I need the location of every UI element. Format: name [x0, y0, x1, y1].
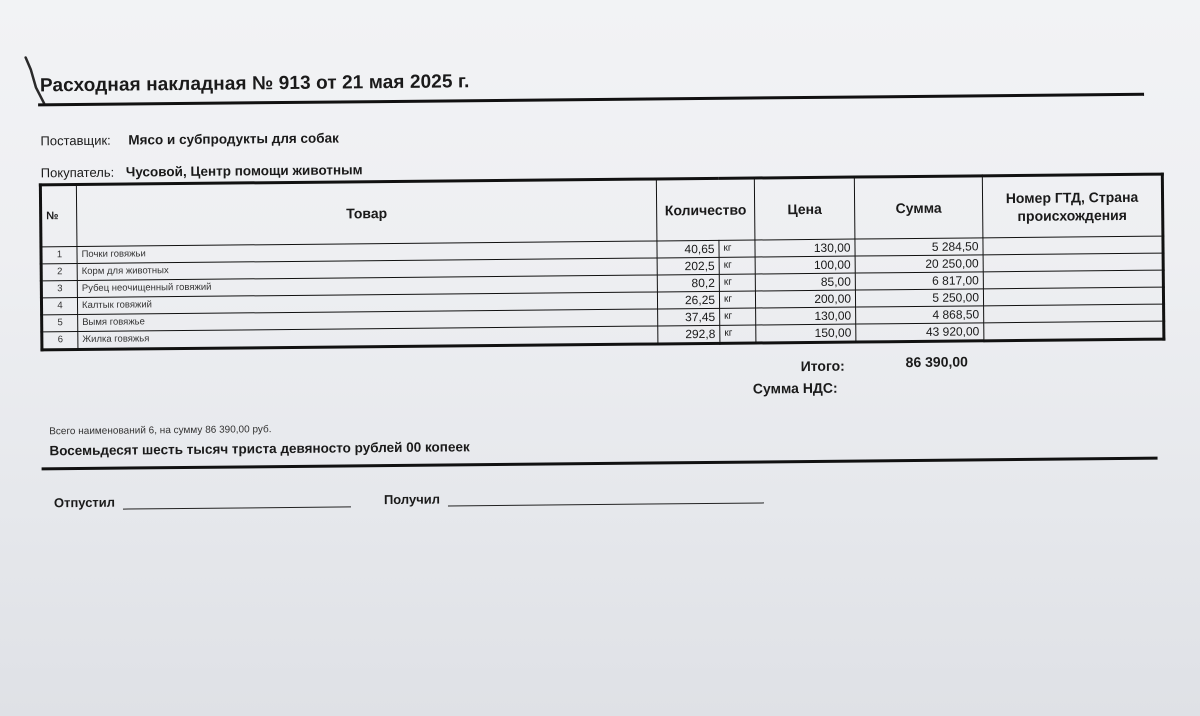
- row-unit: кг: [719, 291, 755, 308]
- row-sum: 4 868,50: [856, 306, 984, 324]
- row-num: 6: [42, 332, 78, 350]
- received-signature-line: [448, 502, 764, 506]
- row-price: 85,00: [755, 273, 855, 291]
- row-qty: 80,2: [657, 274, 719, 292]
- row-num: 2: [41, 264, 77, 281]
- header-qty: Количество: [656, 178, 755, 241]
- row-price: 150,00: [756, 324, 856, 343]
- header-sum: Сумма: [854, 176, 983, 239]
- items-table: [39, 173, 1166, 352]
- row-unit: кг: [720, 308, 756, 325]
- table-header-row: [40, 174, 1163, 247]
- row-gtd: [984, 321, 1164, 341]
- row-item-name: Почки говяжьи: [77, 241, 657, 264]
- row-qty: 292,8: [658, 325, 720, 344]
- row-unit: кг: [719, 240, 755, 257]
- row-sum: 6 817,00: [855, 272, 983, 290]
- row-qty: 40,65: [657, 240, 719, 258]
- total-label: Итого:: [800, 357, 845, 375]
- summary-amount-in-words: Восемьдесят шесть тысяч триста девяносто рублей 00 копеек: [49, 439, 470, 459]
- buyer-label: Покупатель:: [40, 164, 115, 181]
- row-item-name: Жилка говяжья: [78, 326, 658, 350]
- row-num: 1: [41, 247, 77, 264]
- row-price: 200,00: [755, 290, 855, 308]
- row-gtd: [983, 236, 1163, 255]
- row-unit: кг: [719, 274, 755, 291]
- row-price: 130,00: [755, 239, 855, 257]
- total-value: 86 390,00: [905, 353, 968, 371]
- row-gtd: [983, 287, 1163, 306]
- row-sum: 20 250,00: [855, 255, 983, 273]
- header-price: Цена: [754, 177, 855, 240]
- header-gtd: Номер ГТД, Страна происхождения: [982, 174, 1163, 238]
- row-qty: 202,5: [657, 257, 719, 275]
- row-item-name: Вымя говяжье: [78, 309, 658, 332]
- row-qty: 26,25: [657, 291, 719, 309]
- row-price: 100,00: [755, 256, 855, 274]
- supplier-label: Поставщик:: [40, 132, 111, 149]
- row-unit: кг: [719, 257, 755, 274]
- header-num: №: [40, 185, 77, 247]
- row-sum: 43 920,00: [856, 323, 984, 342]
- row-item-name: Рубец неочищенный говяжий: [77, 275, 657, 298]
- row-gtd: [984, 304, 1164, 323]
- row-sum: 5 250,00: [855, 289, 983, 307]
- buyer-line: [41, 162, 363, 180]
- supplier-value: Мясо и субпродукты для собак: [128, 130, 339, 148]
- summary-divider: [42, 457, 1158, 471]
- row-sum: 5 284,50: [855, 238, 983, 256]
- supplier-line: [40, 130, 339, 148]
- invoice-title: Расходная накладная № 913 от 21 мая 2025 г.: [39, 71, 470, 97]
- row-item-name: Корм для животных: [77, 258, 657, 281]
- released-signature-line: [123, 506, 351, 509]
- summary-count-line: Всего наименований 6, на сумму 86 390,00 руб.: [49, 424, 272, 438]
- header-item: Товар: [76, 179, 657, 247]
- row-gtd: [983, 270, 1163, 289]
- released-label: Отпустил: [53, 494, 116, 511]
- received-label: Получил: [383, 491, 441, 508]
- row-price: 130,00: [756, 307, 856, 325]
- buyer-value: Чусовой, Центр помощи животным: [125, 162, 363, 180]
- row-num: 4: [41, 298, 77, 315]
- row-item-name: Калтык говяжий: [77, 292, 657, 315]
- row-unit: кг: [720, 325, 756, 343]
- row-num: 3: [41, 281, 77, 298]
- released-signature: [54, 492, 351, 510]
- row-gtd: [983, 253, 1163, 272]
- vat-label: Сумма НДС:: [752, 379, 838, 397]
- received-signature: [384, 488, 764, 507]
- row-num: 5: [42, 315, 78, 332]
- row-qty: 37,45: [658, 308, 720, 326]
